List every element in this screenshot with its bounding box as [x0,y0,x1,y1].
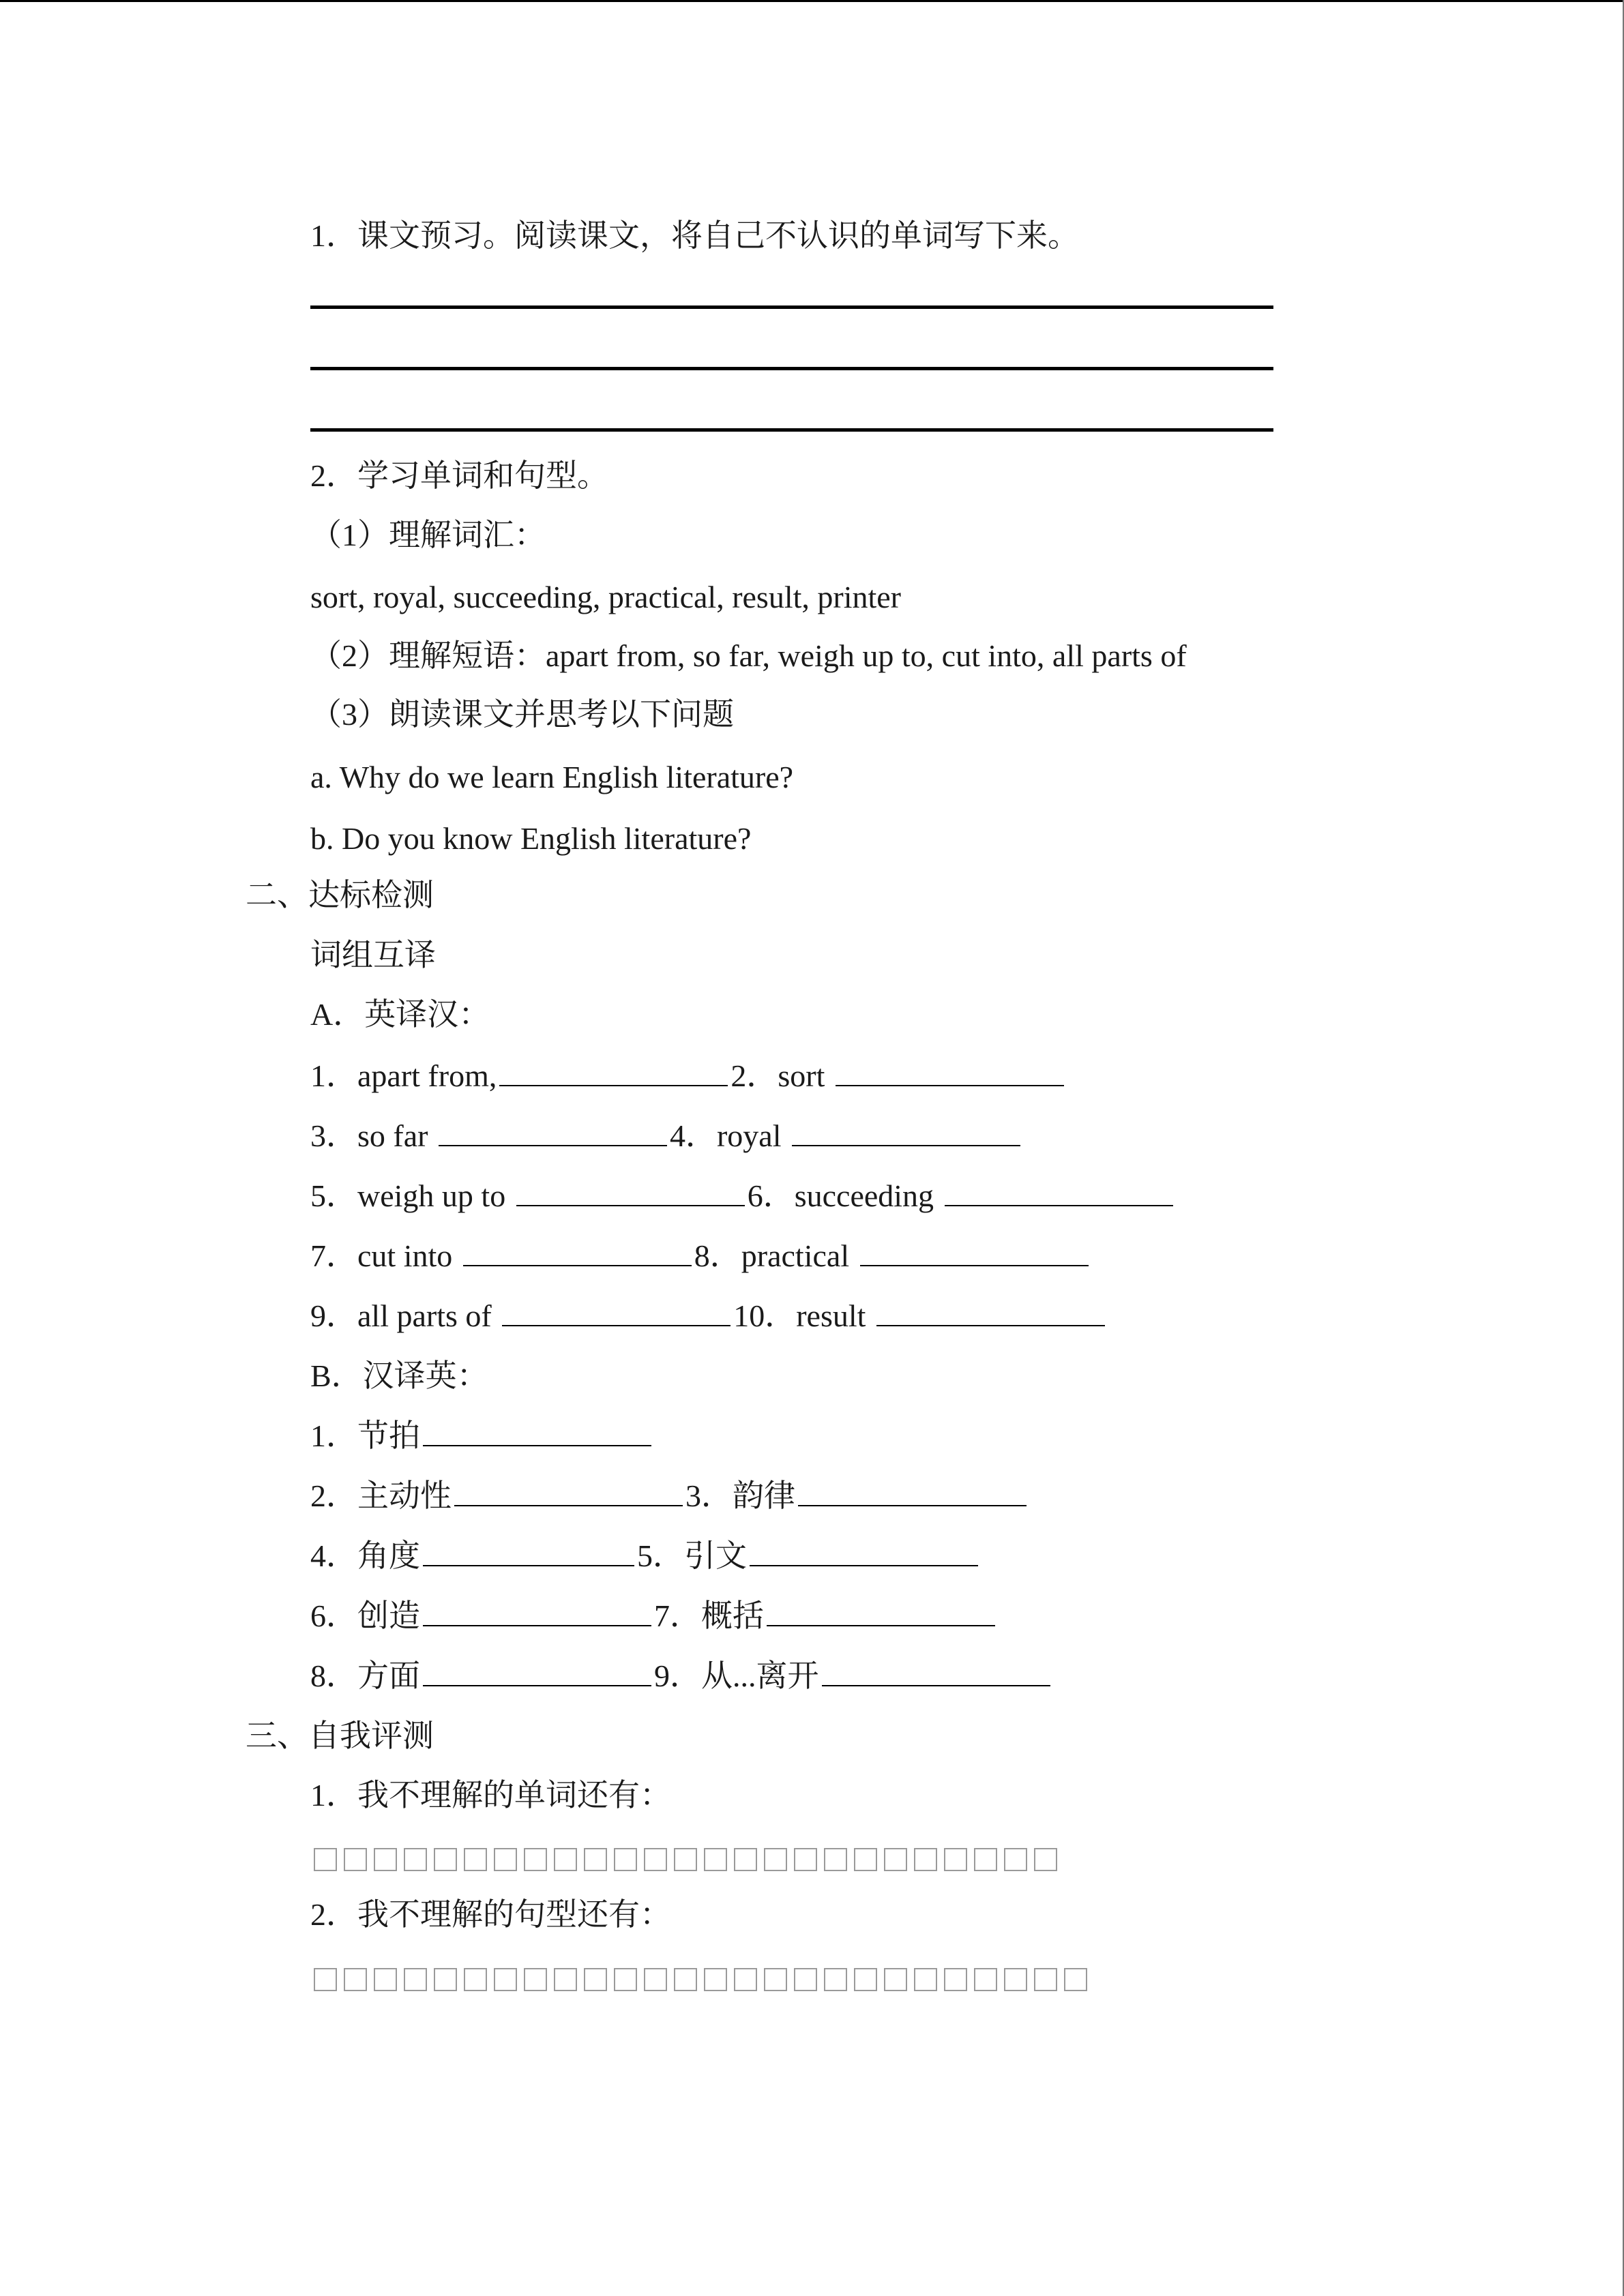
unknown-sentences-prompt: 2．我不理解的句型还有： [310,1897,671,1932]
answer-box[interactable] [1004,1968,1027,1991]
answer-box[interactable] [1034,1848,1057,1871]
en-to-zh-label: A．英译汉： [310,997,490,1032]
answer-box[interactable] [854,1968,877,1991]
answer-blank[interactable] [502,1298,730,1326]
zh-en-row [310,1477,1029,1515]
answer-blank[interactable] [499,1058,728,1086]
zh-en-row [310,1657,1053,1695]
answer-box[interactable] [794,1968,817,1991]
vocab-list: sort, royal, succeeding, practical, result, printer [310,580,902,614]
en-zh-row [310,1177,1176,1215]
answer-box[interactable] [764,1968,787,1991]
answer-blank[interactable] [860,1238,1089,1266]
section-heading-test: 二、达标检测 [246,878,434,912]
answer-box[interactable] [914,1968,937,1991]
section-heading-self-eval: 三、自我评测 [246,1718,434,1753]
answer-box-row-words[interactable] [314,1838,1064,1877]
answer-box[interactable] [404,1848,427,1871]
item-label: 8．方面 [310,1658,420,1693]
answer-blank[interactable] [836,1058,1064,1086]
answer-line-1 [310,305,1273,309]
item-label: 3．韵律 [685,1478,795,1513]
answer-blank[interactable] [767,1598,995,1626]
vocab-label: （1）理解词汇： [310,518,546,552]
answer-blank[interactable] [516,1178,745,1206]
item-label: 1．节拍 [310,1418,420,1453]
answer-box[interactable] [884,1968,907,1991]
answer-box[interactable] [764,1848,787,1871]
answer-box[interactable] [734,1968,757,1991]
preview-instruction: 1．课文预习。阅读课文，将自己不认识的单词写下来。 [310,218,1079,253]
answer-box[interactable] [524,1848,547,1871]
answer-box[interactable] [734,1848,757,1871]
item-label: 2．主动性 [310,1478,452,1513]
answer-box[interactable] [404,1968,427,1991]
answer-box[interactable] [314,1848,337,1871]
item-label: 3．so far [310,1118,428,1153]
answer-box[interactable] [344,1968,367,1991]
answer-box[interactable] [1004,1848,1027,1871]
zh-en-row [310,1597,998,1635]
zh-en-row [310,1537,981,1575]
zh-to-en-label: B．汉译英： [310,1358,488,1393]
answer-box[interactable] [854,1848,877,1871]
answer-box[interactable] [704,1968,727,1991]
answer-blank[interactable] [945,1178,1173,1206]
answer-box[interactable] [704,1848,727,1871]
answer-box[interactable] [584,1848,607,1871]
item-label: 9．从...离开 [654,1658,819,1693]
answer-box[interactable] [1034,1968,1057,1991]
answer-blank[interactable] [454,1478,683,1506]
answer-blank[interactable] [423,1538,634,1566]
item-label: 4．角度 [310,1538,420,1573]
phrase-list: （2）理解短语：apart from, so far, weigh up to, cut into, all parts of [310,638,1187,673]
answer-box[interactable] [1064,1968,1087,1991]
answer-box[interactable] [434,1848,457,1871]
answer-box[interactable] [344,1848,367,1871]
answer-blank[interactable] [792,1118,1020,1146]
answer-box[interactable] [524,1968,547,1991]
item-label: 9．all parts of [310,1298,492,1333]
answer-box[interactable] [644,1968,667,1991]
en-zh-row [310,1057,1067,1095]
phrase-translation-heading: 词组互译 [310,938,436,972]
answer-box[interactable] [824,1968,847,1991]
answer-box[interactable] [914,1848,937,1871]
answer-box[interactable] [644,1848,667,1871]
answer-blank[interactable] [798,1478,1027,1506]
item-label: 10．result [733,1298,866,1333]
answer-box[interactable] [674,1968,697,1991]
answer-blank[interactable] [822,1658,1050,1686]
answer-blank[interactable] [423,1418,651,1446]
question-a: a. Why do we learn English literature? [310,760,794,794]
answer-box[interactable] [554,1848,577,1871]
answer-box[interactable] [614,1848,637,1871]
item-label: 6．创造 [310,1598,420,1633]
en-zh-row [310,1297,1108,1335]
answer-box[interactable] [464,1848,487,1871]
answer-blank[interactable] [439,1118,667,1146]
en-zh-row [310,1237,1091,1275]
answer-box[interactable] [434,1968,457,1991]
en-zh-row [310,1117,1023,1155]
answer-box[interactable] [614,1968,637,1991]
answer-line-2 [310,367,1273,370]
answer-box[interactable] [374,1968,397,1991]
answer-box[interactable] [944,1968,967,1991]
item-label: 5．weigh up to [310,1178,506,1213]
answer-box[interactable] [824,1848,847,1871]
answer-box[interactable] [944,1848,967,1871]
item-label: 1．apart from, [310,1058,497,1093]
answer-box-row-sentences[interactable] [314,1958,1094,1997]
answer-box[interactable] [884,1848,907,1871]
item-label: 7．概括 [654,1598,764,1633]
answer-box[interactable] [374,1848,397,1871]
item-label: 6．succeeding [747,1178,934,1213]
item-label: 2．sort [730,1058,825,1093]
answer-box[interactable] [464,1968,487,1991]
answer-box[interactable] [584,1968,607,1991]
answer-box[interactable] [314,1968,337,1991]
answer-box[interactable] [554,1968,577,1991]
answer-box[interactable] [494,1968,517,1991]
unknown-words-prompt: 1．我不理解的单词还有： [310,1778,671,1813]
answer-box[interactable] [974,1848,997,1871]
answer-box[interactable] [794,1848,817,1871]
zh-en-row [310,1417,654,1455]
answer-blank[interactable] [423,1598,651,1626]
item-label: 7．cut into [310,1238,453,1273]
answer-line-3 [310,428,1273,432]
answer-box[interactable] [974,1968,997,1991]
answer-blank[interactable] [750,1538,978,1566]
answer-box[interactable] [674,1848,697,1871]
item-label: 4．royal [669,1118,782,1153]
item-label: 5．引文 [637,1538,747,1573]
answer-box[interactable] [494,1848,517,1871]
study-words-heading: 2．学习单词和句型。 [310,458,608,493]
question-b: b. Do you know English literature? [310,821,752,856]
item-label: 8．practical [694,1238,850,1273]
answer-blank[interactable] [423,1658,651,1686]
answer-blank[interactable] [463,1238,692,1266]
answer-blank[interactable] [876,1298,1105,1326]
reading-task: （3）朗读课文并思考以下问题 [310,697,734,732]
